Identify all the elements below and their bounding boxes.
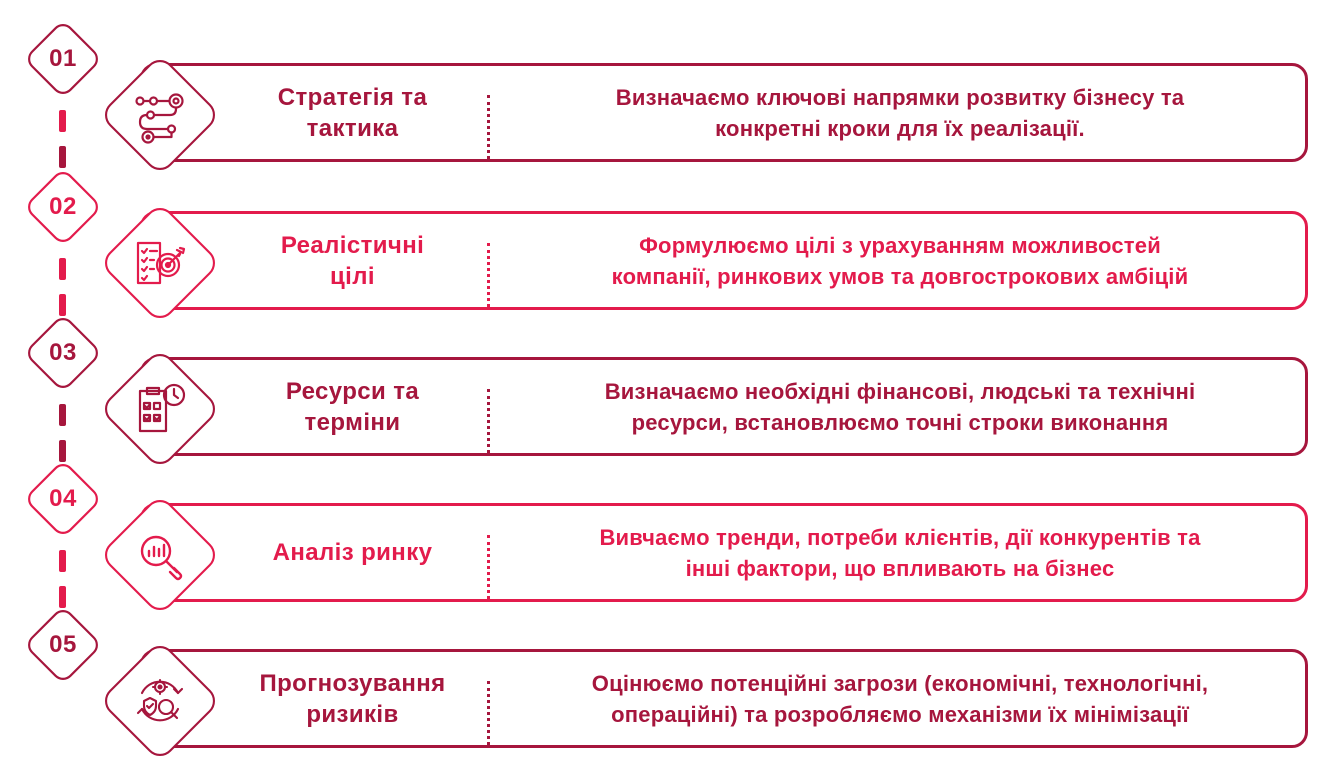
step-description-line: інші фактори, що впливають на бізнес xyxy=(685,555,1115,581)
step-description-line: конкретні кроки для їх реалізації. xyxy=(715,115,1085,141)
step-title-line: Стратегія та xyxy=(277,83,428,111)
risk-analysis-icon xyxy=(122,663,198,739)
step-description-line: Визначаємо ключові напрямки розвитку бізнесу та xyxy=(615,84,1185,110)
step-number: 03 xyxy=(49,339,77,366)
step-description-line: Формулюємо цілі з урахуванням можливостей xyxy=(639,232,1161,258)
magnifier-chart-icon xyxy=(122,517,198,593)
checklist-target-icon xyxy=(122,225,198,301)
step-title xyxy=(240,211,465,310)
dotted-divider xyxy=(487,95,490,159)
step-4 xyxy=(0,451,1342,601)
step-title-line: ризиків xyxy=(306,700,399,728)
step-3 xyxy=(0,305,1342,455)
step-title xyxy=(240,503,465,602)
dotted-divider xyxy=(487,389,490,453)
step-title xyxy=(240,649,465,748)
step-title-line: Аналіз ринку xyxy=(272,539,433,566)
step-number: 01 xyxy=(49,45,77,72)
step-description-line: Визначаємо необхідні фінансові, людські та технічні xyxy=(604,378,1196,404)
clipboard-clock-icon xyxy=(122,371,198,447)
step-1 xyxy=(0,11,1342,161)
step-description-line: операційні) та розробляємо механізми їх мінімізації xyxy=(611,701,1189,727)
step-title xyxy=(240,357,465,456)
step-description-line: ресурси, встановлюємо точні строки виконання xyxy=(631,409,1169,435)
dotted-divider xyxy=(487,243,490,307)
step-title-line: тактика xyxy=(306,114,399,142)
step-title-line: цілі xyxy=(330,262,375,290)
step-2 xyxy=(0,159,1342,309)
step-description xyxy=(515,357,1285,456)
dotted-divider xyxy=(487,681,490,745)
step-description-line: компанії, ринкових умов та довгострокових амбіцій xyxy=(611,263,1189,289)
step-title xyxy=(240,63,465,162)
step-description xyxy=(515,503,1285,602)
step-title-line: Реалістичні xyxy=(280,231,425,259)
step-number: 05 xyxy=(49,631,77,658)
step-title-line: терміни xyxy=(304,408,401,436)
dotted-divider xyxy=(487,535,490,599)
strategy-path-icon xyxy=(122,77,198,153)
step-title-line: Прогнозування xyxy=(259,669,446,697)
step-title-line: Ресурси та xyxy=(285,377,420,405)
step-description-line: Вивчаємо тренди, потреби клієнтів, дії конкурентів та xyxy=(599,524,1201,550)
step-number: 02 xyxy=(49,193,77,220)
step-description xyxy=(515,63,1285,162)
step-5 xyxy=(0,597,1342,747)
step-number: 04 xyxy=(49,485,77,512)
step-description-line: Оцінюємо потенційні загрози (економічні, технологічні, xyxy=(591,670,1209,696)
step-description xyxy=(515,649,1285,748)
step-description xyxy=(515,211,1285,310)
